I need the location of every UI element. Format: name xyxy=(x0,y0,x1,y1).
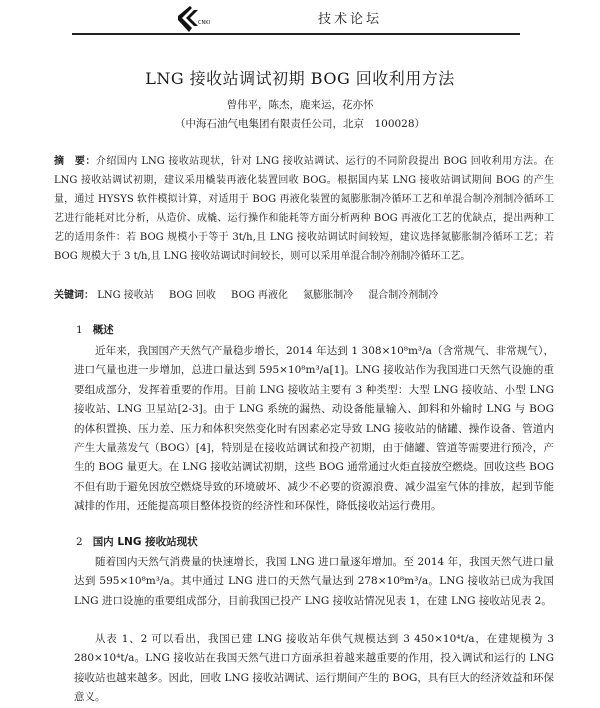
body-paragraph: 从表 1、2 可以看出，我国已建 LNG 接收站年供气规模达到 3 450×10⁴t/a，在建规模为 3 280×10⁴t/a。LNG 接收站在我国天然气进口方面承担着越来越重要的作用，投入调试和运行的 LNG 接收站也越来越多。因此，回收 LNG 接收站调试、运行期间产生的 BOG，具有巨大的经济效益和环保意义。 xyxy=(74,633,554,704)
keywords-label: 关键词： xyxy=(54,290,94,301)
section-number: 1 xyxy=(76,324,83,336)
keywords xyxy=(54,286,554,305)
section-title: 技术论坛 xyxy=(318,12,383,27)
article-affiliation: （中海石油气电集团有限责任公司，北京 100028） xyxy=(174,118,426,130)
section-number: 2 xyxy=(76,536,83,548)
header-divider xyxy=(72,33,520,35)
article-title: LNG 接收站调试初期 BOG 回收利用方法 xyxy=(145,69,455,88)
logo-text: CNKI xyxy=(198,20,210,26)
keyword: BOG 再液化 xyxy=(231,290,288,301)
keyword: LNG 接收站 xyxy=(97,290,154,301)
section-title-text: 国内 LNG 接收站现状 xyxy=(92,536,198,548)
abstract-text: 介绍国内 LNG 接收站现状，针对 LNG 接收站调试、运行的不同阶段提出 BOG 回收利用方法。在 LNG 接收站调试初期，建议采用橇装再液化装置回收 BOG。根据国内某 LNG 接收站调试期间 BOG 的产生量，通过 HYSYS 软件模拟计算，对适用于 BOG 再液化装置的氮膨胀制冷循环工艺和单混合制冷剂制冷循环工艺进行能耗对比分析，从造价、成橇、运行操作和能耗等方面分析两种 BOG 再液化工艺的优缺点，提出两种工艺的适用条件：若 BOG 规模小于等于 3t/h,且 LNG 接收站调试时间较短，建议选择氮膨胀制冷循环工艺；若 BOG 规模大于 3 t/h,且 LNG 接收站调试时间较长，则可以采用单混合制冷剂制冷循环工艺。 xyxy=(54,156,554,262)
body-paragraph: 近年来，我国国产天然气产量稳步增长，2014 年达到 1 308×10⁸m³/a（含常规气、非常规气），进口气量也进一步增加，总进口量达到 595×10⁸m³/a[1]。LNG 接收站作为我国进口天然气设施的重要组成部分，发挥着重要的作用。目前 LNG 接收站主要有 3 种类型：大型 LNG 接收站、小型 LNG 接收站、LNG 卫星站[2-3]。由于 LNG 系统的漏热、动设备能量输入、卸料和外输时 LNG 与 BOG 的体积置换、压力差、压力和体积突然变化时有因素必定导致 LNG 接收站的储罐、操作设备、管道内产生大量蒸发气（BOG）[4]，特别是在接收站调试和投产初期，由于储罐、管道等需要进行预冷，产生的 BOG 量更大。在 LNG 接收站调试初期，这些 BOG 通常通过火炬直接放空燃烧。回收这些 BOG 不但有助于避免因放空燃烧导致的环境破坏、减少不必要的资源浪费、减少温室气体的排放，起到节能减排的作用，还能提高项目整体投资的经济性和环保性，降低接收站运行费用。 xyxy=(74,345,554,513)
article-authors: 曾伟平，陈杰，鹿来运，花亦怀 xyxy=(226,99,374,111)
page-header xyxy=(0,0,600,42)
abstract xyxy=(54,152,554,266)
body-paragraph: 随着国内天然气消费量的快速增长，我国 LNG 进口量逐年增加。至 2014 年，我国天然气进口量达到 595×10⁸m³/a。其中通过 LNG 进口的天然气量达到 278×10⁸m³/a。LNG 接收站已成为我国 LNG 进口设施的重要组成部分，目前我国已投产 LNG 接收站情况见表 1，在建 LNG 接收站见表 2。 xyxy=(74,556,554,607)
section-heading-overview xyxy=(76,322,114,337)
abstract-label: 摘 要： xyxy=(54,156,96,167)
section-heading-status xyxy=(76,534,198,549)
keyword: 混合制冷剂制冷 xyxy=(368,290,439,301)
keyword: BOG 回收 xyxy=(168,290,216,301)
section-title-text: 概述 xyxy=(92,324,114,336)
keyword: 氮膨胀制冷 xyxy=(303,290,354,301)
